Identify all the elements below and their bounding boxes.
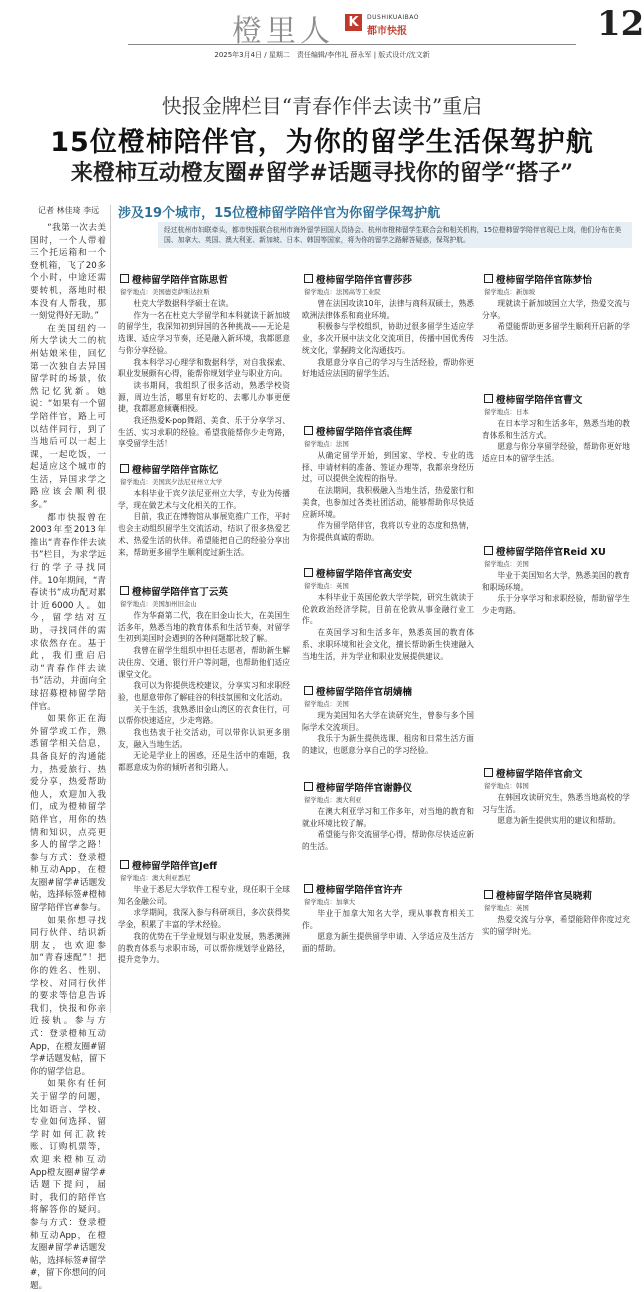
companion-body: 现为美国知名大学在读研究生，曾参与多个国际学术交流项目。 我乐于为新生提供选课、租房和日常生活方面的建议，也愿意分享自己的学习经验。	[302, 711, 474, 756]
companion-card	[482, 392, 630, 542]
lead-paragraph: “我第一次去美国时，一个人带着三个托运箱和一个登机箱，飞了20多个小时，中途还需要转机，落地时根本没有人帮我，那一刻觉得好无助。”	[30, 223, 106, 322]
square-bullet-icon	[120, 586, 129, 595]
square-bullet-icon	[120, 464, 129, 473]
companion-card	[482, 272, 630, 390]
companion-title: 橙柿留学陪伴官曹莎莎	[302, 272, 474, 286]
companion-title: 橙柿留学陪伴官胡婧楠	[302, 684, 474, 698]
companion-title: 橙柿留学陪伴官许卉	[302, 882, 474, 896]
subheadline: 快报金牌栏目“青春作伴去读书”重启	[161, 94, 483, 118]
companion-meta: 留学地点：美国加州旧金山	[120, 600, 197, 608]
deck: 来橙柿互动橙友圈#留学#话题寻找你的留学“搭子”	[70, 160, 574, 186]
companion-card	[302, 272, 474, 422]
companion-card	[302, 566, 474, 682]
logo-chinese: 都市快报	[367, 26, 407, 37]
companion-card	[118, 584, 290, 852]
companion-card	[302, 684, 474, 778]
companions-section-title: 涉及19个城市，15位橙柿留学陪伴官为你留学保驾护航	[118, 206, 441, 221]
companion-body: 现就读于新加坡国立大学，热爱交流与分享。 希望能帮助更多留学生顺利开启新的学习生活。	[482, 299, 630, 344]
newspaper-logo-icon: K	[345, 14, 362, 31]
companion-meta: 留学地点：美国	[304, 700, 349, 708]
page-number: 12	[597, 4, 644, 44]
companion-card	[302, 882, 474, 1014]
companion-meta: 留学地点：英国	[484, 904, 529, 912]
lead-paragraph: 在美国纽约一所大学读大二的杭州姑娘米佳，回忆第一次独自去异国留学时的场景，依然记忆犹新。她说：“如果有一个留学陪伴官，路上可以结伴同行，到了当地后可以一起上课，一起吃饭，一起适应这个城市的生活，异国求学之路应该会顺利很多。”	[30, 323, 106, 511]
companion-title: 橙柿留学陪伴官陈思哲	[118, 272, 290, 286]
square-bullet-icon	[484, 768, 493, 777]
square-bullet-icon	[304, 686, 313, 695]
logo-english: DUSHIKUAIBAO	[367, 14, 419, 21]
companion-body: 毕业于美国知名大学，熟悉美国的教育和职场环境。 乐于分享学习和求职经验，帮助留学生少走弯路。	[482, 571, 630, 616]
companion-card	[482, 766, 630, 886]
square-bullet-icon	[484, 274, 493, 283]
square-bullet-icon	[484, 546, 493, 555]
companion-meta: 留学地点：美国德克萨斯达拉斯	[120, 288, 210, 296]
companion-body: 在日本学习和生活多年，熟悉当地的教育体系和生活方式。 愿意与你分享留学经验，帮助你更好地适应日本的留学生活。	[482, 419, 630, 464]
companion-body: 毕业于悉尼大学软件工程专业，现任职于全球知名金融公司。 求学期间，我深入参与科研项目，多次获得奖学金，积累了丰富的学术经验。 我的优势在于学业规划与职业发展，熟悉澳洲的教育体系与求职市场，可以帮你规划学业路径，提升竞争力。	[118, 885, 290, 965]
companion-title: 橙柿留学陪伴官俞文	[482, 766, 630, 780]
companion-title: 橙柿留学陪伴官Reid XU	[482, 544, 630, 558]
lead-paragraph: 如果你有任何关于留学的问题，比如语言、学校、专业如何选择、留学时如何汇款转账、订购机票等，欢迎来橙柿互动App橙友圈#留学#话题下提问，届时，我们的陪伴官将解答你的疑问。参与方式：登录橙柿互动App，在橙友圈#留学#话题发帖，选择标签#留学#，留下你想问的问题。	[30, 1079, 106, 1291]
companion-meta: 留学地点：新加坡	[484, 288, 536, 296]
companion-title: 橙柿留学陪伴官高安安	[302, 566, 474, 580]
companion-card	[302, 780, 474, 880]
masthead-divider	[128, 44, 576, 45]
square-bullet-icon	[484, 394, 493, 403]
dateline: 2025年3月4日 / 星期二 责任编辑/李伟礼 薛永军 | 版式设计/沈文新	[214, 51, 430, 59]
masthead	[0, 0, 644, 70]
square-bullet-icon	[120, 274, 129, 283]
companion-title: 橙柿留学陪伴官丁云英	[118, 584, 290, 598]
lead-paragraph: 都市快报曾在2003年至2013年推出“青春作伴去读书”栏目，为求学远行的学子寻找同伴。10年期间，“青春读书”成功配对累计近6000人。如今，留学结对互助，寻找同伴的需求依然存在。基于此，我们重启启动“青春作伴去读书”活动，并面向全球招募橙柿留学陪伴官。	[30, 512, 106, 712]
lead-paragraph: 如果你想寻找同行伙伴、结识新朋友，也欢迎参加“青春速配”！把你的姓名、性别、学校、对同行伙伴的要求等信息告诉我们，快报和你亲近接轨。参与方式：登录橙柿互动App，在橙友圈#留学#话题发帖，留下你的留学信息。	[30, 915, 106, 1077]
square-bullet-icon	[484, 890, 493, 899]
companion-body: 杜克大学数据科学硕士在读。 作为一名在杜克大学留学和本科就读于新加坡的留学生，我深知初到异国的各种挑战——无论是选课、适应学习节奏，还是融入新环境，我都愿意与你分享经验。 我本科学习心理学和数据科学，对自我探索、职业发展颇有心得，能帮你规划学业与职业方向。 读书期间，我组织了很多活动，熟悉学校资源，周边生活，哪里有好吃的、去哪儿办事更便捷，我都愿意倾囊相授。 我还热爱K-pop舞蹈、美食、乐于分享学习、生活、实习求职的经验。希望我能帮你少走弯路，享受留学生活！	[118, 299, 290, 449]
square-bullet-icon	[304, 782, 313, 791]
companion-meta: 留学地点：加拿大	[304, 898, 356, 906]
companion-meta: 留学地点：澳大利亚	[304, 796, 362, 804]
square-bullet-icon	[304, 568, 313, 577]
companion-meta: 留学地点：韩国	[484, 782, 529, 790]
square-bullet-icon	[304, 274, 313, 283]
companion-meta: 留学地点：法国高等工业院	[304, 288, 381, 296]
companion-body: 在澳大利亚学习和工作多年，对当地的教育和就业环境比较了解。 希望能与你交流留学心得，帮助你尽快适应新的生活。	[302, 807, 474, 852]
companion-meta: 留学地点：美国	[484, 560, 529, 568]
byline: 记者 林佳琦 李远	[38, 206, 100, 215]
companion-body: 从确定留学开始，到国家、学校、专业的选择、申请材料的准备、签证办理等，我都亲身经历过，可以提供全流程的指导。 在法期间，我积极融入当地生活，热爱旅行和美食，也参加过各类社团活动，能够帮助你尽快适应新环境。 作为留学陪伴官，我将以专业的态度和热情，为你提供真诚的帮助。	[302, 451, 474, 542]
companion-body: 曾在法国攻读10年，法律与商科双硕士，熟悉欧洲法律体系和商业环境。 积极参与学校组织，协助过很多留学生适应学业，多次开展中法文化交流项目，传播中国优秀传统文化，掌握跨文化沟通技巧。 我愿意分享自己的学习与生活经验，帮助你更好地适应法国的留学生活。	[302, 299, 474, 379]
companion-title: 橙柿留学陪伴官裘佳辉	[302, 424, 474, 438]
square-bullet-icon	[304, 884, 313, 893]
companion-title: 橙柿留学陪伴官Jeff	[118, 858, 290, 872]
companion-body: 在韩国攻读研究生，熟悉当地高校的学习与生活。 愿意为新生提供实用的建议和帮助。	[482, 793, 630, 826]
companion-title: 橙柿留学陪伴官陈梦怡	[482, 272, 630, 286]
companion-card	[482, 544, 630, 764]
companion-card	[302, 424, 474, 564]
companion-meta: 留学地点：法国	[304, 440, 349, 448]
companion-card	[118, 272, 290, 460]
companion-body: 本科毕业于宾夕法尼亚州立大学，专业为传播学，现在做艺术与文化相关的工作。 目前，我正在博物馆从事展览推广工作，平时也会主动组织留学生交流活动，结识了很多热爱艺术、热爱生活的伙伴。希望能把自己的经验分享出来，帮助更多留学生顺利度过新生活。	[118, 489, 290, 557]
companion-card	[118, 462, 290, 582]
intro-box: 经过杭州市妇联牵头，都市快报联合杭州市海外留学回国人员协会、杭州市橙柿留学生联合会和相关机构，15位橙柿留学陪伴官现已上岗，他们分布在美国、加拿大、英国、澳大利亚、新加坡、日本、韩国等国家，将为你的留学之路解答疑惑，保驾护航。	[158, 222, 632, 248]
companion-meta: 留学地点：英国	[304, 582, 349, 590]
companion-meta: 留学地点：澳大利亚悉尼	[120, 874, 191, 882]
lead-column	[30, 222, 106, 1292]
companion-card	[482, 888, 630, 1014]
companion-body: 毕业于加拿大知名大学，现从事教育相关工作。 愿意为新生提供留学申请、入学适应及生活方面的帮助。	[302, 909, 474, 954]
section-title-masthead: 橙里人	[232, 14, 334, 49]
companion-body: 作为华裔第二代，我在旧金山长大，在美国生活多年，熟悉当地的教育体系和生活节奏，对留学生初到美国时会遇到的各种问题都比较了解。 我曾在留学生组织中担任志愿者，帮助新生解决住房、交通、银行开户等问题，也帮助他们适应课堂文化。 我可以为你提供选校建议，分享实习和求职经验，也愿意带你了解硅谷的科技氛围和文化活动。 关于生活，我熟悉旧金山湾区的衣食住行，可以帮你快速适应，少走弯路。 我也热衷于社交活动，可以带你认识更多朋友，融入当地生活。 无论是学业上的困惑，还是生活中的难题，我都愿意成为你的倾听者和引路人。	[118, 611, 290, 773]
headline: 15位橙柿陪伴官，为你的留学生活保驾护航	[50, 127, 594, 158]
square-bullet-icon	[304, 426, 313, 435]
companion-card	[118, 858, 290, 1014]
companion-body: 热爱交流与分享，希望能陪伴你度过充实的留学时光。	[482, 915, 630, 936]
companion-body: 本科毕业于英国伦敦大学学院，研究生就读于伦敦政治经济学院，目前在伦敦从事金融行业工作。 在英国学习和生活多年，熟悉英国的教育体系、求职环境和社会文化，擅长帮助新生快速融入当地生活，并为学业和职业发展提供建议。	[302, 593, 474, 661]
companion-title: 橙柿留学陪伴官曹文	[482, 392, 630, 406]
companion-title: 橙柿留学陪伴官吴晓莉	[482, 888, 630, 902]
square-bullet-icon	[120, 860, 129, 869]
companion-title: 橙柿留学陪伴官陈忆	[118, 462, 290, 476]
companion-meta: 留学地点：日本	[484, 408, 529, 416]
lead-paragraph: 如果你正在海外留学或工作，熟悉留学相关信息，具备良好的沟通能力，热爱旅行、热爱分享，热爱帮助他人，欢迎加入我们，成为橙柿留学陪伴官，用你的热情和知识，点亮更多人的留学之路！参与方式：登录橙柿互动App，在橙友圈#留学#话题发帖，选择标签#橙柿留学陪伴官#参与。	[30, 714, 106, 914]
companion-meta: 留学地点：美国宾夕法尼亚州立大学	[120, 478, 223, 486]
column-divider	[110, 205, 111, 1013]
companion-title: 橙柿留学陪伴官谢静仪	[302, 780, 474, 794]
